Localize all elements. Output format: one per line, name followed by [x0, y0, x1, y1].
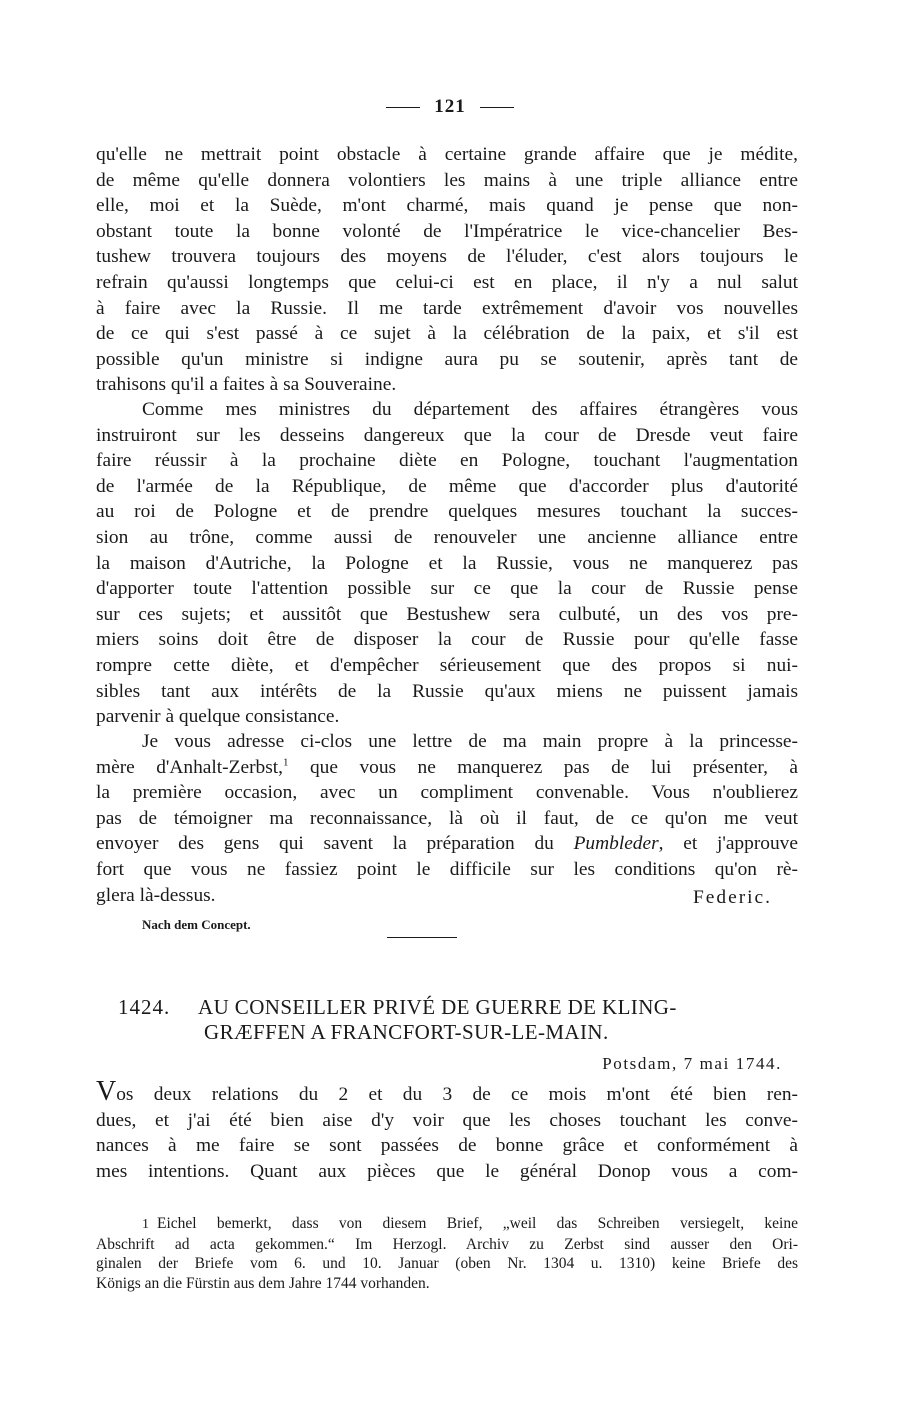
- text-line: fort que vous ne fassiez point le difficile sur les conditions qu'on rè-: [96, 858, 798, 880]
- text-line: [96, 883, 798, 909]
- letter-body: [96, 1076, 798, 1184]
- section-divider: [387, 937, 457, 938]
- paragraph-continued: [96, 142, 798, 398]
- page-header: [0, 96, 900, 118]
- letter-number: 1424.: [118, 995, 171, 1019]
- text-line: qu'elle ne mettrait point obstacle à certaine grande affaire que je médite,: [96, 144, 798, 165]
- text-line: mes intentions. Quant aux pièces que le général Donop vous a com-: [96, 1160, 798, 1182]
- text-line: parvenir à quelque consistance.: [96, 706, 340, 728]
- text-line: sion au trône, comme aussi de renouveler une ancienne alliance entre: [96, 526, 798, 548]
- signature: Federic.: [693, 886, 772, 908]
- italic-term: Pumbleder: [573, 833, 659, 855]
- header-dash-left: [386, 107, 420, 108]
- paragraph-princesse: [96, 729, 798, 908]
- text-line: de l'armée de la République, de même que d'accorder plus d'autorité: [96, 475, 798, 497]
- text-segment: Eichel bemerkt, dass von diesem Brief, „weil das Schreiben versiegelt, keine: [157, 1215, 798, 1232]
- text-line: sur ces sujets; et aussitôt que Bestushew sera culbuté, un des vos pre-: [96, 603, 798, 625]
- text-line: nances à me faire se sont passées de bonne grâce et conformément à: [96, 1135, 798, 1157]
- paragraph-dresde: [96, 397, 798, 730]
- text-line: instruiront sur les desseins dangereux que la cour de Dresde veut faire: [96, 424, 798, 446]
- dateline: Potsdam, 7 mai 1744.: [602, 1054, 782, 1073]
- text-line: la première occasion, avec un compliment convenable. Vous n'oublierez: [96, 782, 798, 804]
- page-number: 121: [434, 96, 466, 117]
- letter-title-line: AU CONSEILLER PRIVÉ DE GUERRE DE KLING-: [198, 995, 677, 1019]
- text-line: faire réussir à la prochaine diète en Pologne, touchant l'augmentation: [96, 450, 798, 472]
- text-line: [96, 831, 798, 857]
- text-segment: envoyer des gens qui savent la préparation du: [96, 833, 574, 855]
- text-line: [96, 755, 798, 781]
- footnote-number: 1: [142, 1217, 149, 1232]
- text-line: [96, 1076, 798, 1108]
- text-segment: glera là-dessus.: [96, 884, 216, 906]
- footnote-marker: 1: [283, 756, 289, 769]
- text-line: d'apporter toute l'attention possible sur ce que la cour de Russie pense: [96, 578, 798, 600]
- text-segment: mère d'Anhalt-Zerbst,: [96, 756, 284, 778]
- text-line: au roi de Pologne et de prendre quelques mesures touchant la succes-: [96, 501, 798, 523]
- text-line: la maison d'Autriche, la Pologne et la Russie, vous ne manquerez pas: [96, 552, 798, 574]
- text-line: Comme mes ministres du département des affaires étrangères vous: [142, 399, 798, 420]
- text-line: refrain qu'aussi longtemps que celui-ci est en place, il n'y a nul salut: [96, 271, 798, 293]
- text-line: de ce qui s'est passé à ce sujet à la célébration de la paix, et s'il est: [96, 323, 798, 345]
- text-line: trahisons qu'il a faites à sa Souveraine.: [96, 374, 397, 396]
- text-segment: os deux relations du 2 et du 3 de ce mois m'ont été bien ren-: [116, 1084, 798, 1105]
- letter-title-line: GRÆFFEN A FRANCFORT-SUR-LE-MAIN.: [204, 1020, 609, 1044]
- concept-note: Nach dem Concept.: [142, 917, 251, 932]
- text-line: à faire avec la Russie. Il me tarde extrêmement d'avoir vos nouvelles: [96, 297, 798, 319]
- text-line: sibles tant aux intérêts de la Russie qu'aux miens ne puissent jamais: [96, 680, 798, 702]
- text-line: tushew trouvera toujours des moyens de l'éluder, c'est alors toujours le: [96, 246, 798, 268]
- text-line: rompre cette diète, et d'empêcher sérieusement que des propos si nui-: [96, 654, 798, 676]
- footnote-line: Abschrift ad acta gekommen.“ Im Herzogl. Archiv zu Zerbst sind ausser den Ori-: [96, 1235, 798, 1253]
- drop-cap: V: [96, 1076, 117, 1107]
- text-line: elle, moi et la Suède, m'ont charmé, mais quand je pense que non-: [96, 195, 798, 217]
- footnote-line: [96, 1214, 798, 1235]
- footnote: [96, 1214, 798, 1293]
- text-segment: , et j'approuve: [658, 833, 798, 855]
- text-line: obstant toute la bonne volonté de l'Impératrice le vice-chancelier Bes-: [96, 220, 798, 242]
- text-line: possible qu'un ministre si indigne aura pu se soutenir, après tant de: [96, 348, 798, 370]
- footnote-line: ginalen der Briefe vom 6. und 10. Januar (oben Nr. 1304 u. 1310) keine Briefe des: [96, 1255, 798, 1272]
- text-line: dues, et j'ai été bien aise d'y voir que les choses touchant les conve-: [96, 1109, 798, 1131]
- text-line: de même qu'elle donnera volontiers les mains à une triple alliance entre: [96, 169, 798, 191]
- header-dash-right: [480, 107, 514, 108]
- text-line: Je vous adresse ci-clos une lettre de ma main propre à la princesse-: [142, 731, 798, 752]
- footnote-line: Königs an die Fürstin aus dem Jahre 1744 vorhanden.: [96, 1274, 430, 1292]
- text-segment: que vous ne manquerez pas de lui présenter, à: [288, 756, 798, 778]
- text-line: pas de témoigner ma reconnaissance, là où il faut, de ce qu'on me veut: [96, 807, 798, 829]
- text-line: miers soins doit être de disposer la cour de Russie pour qu'elle fasse: [96, 629, 798, 651]
